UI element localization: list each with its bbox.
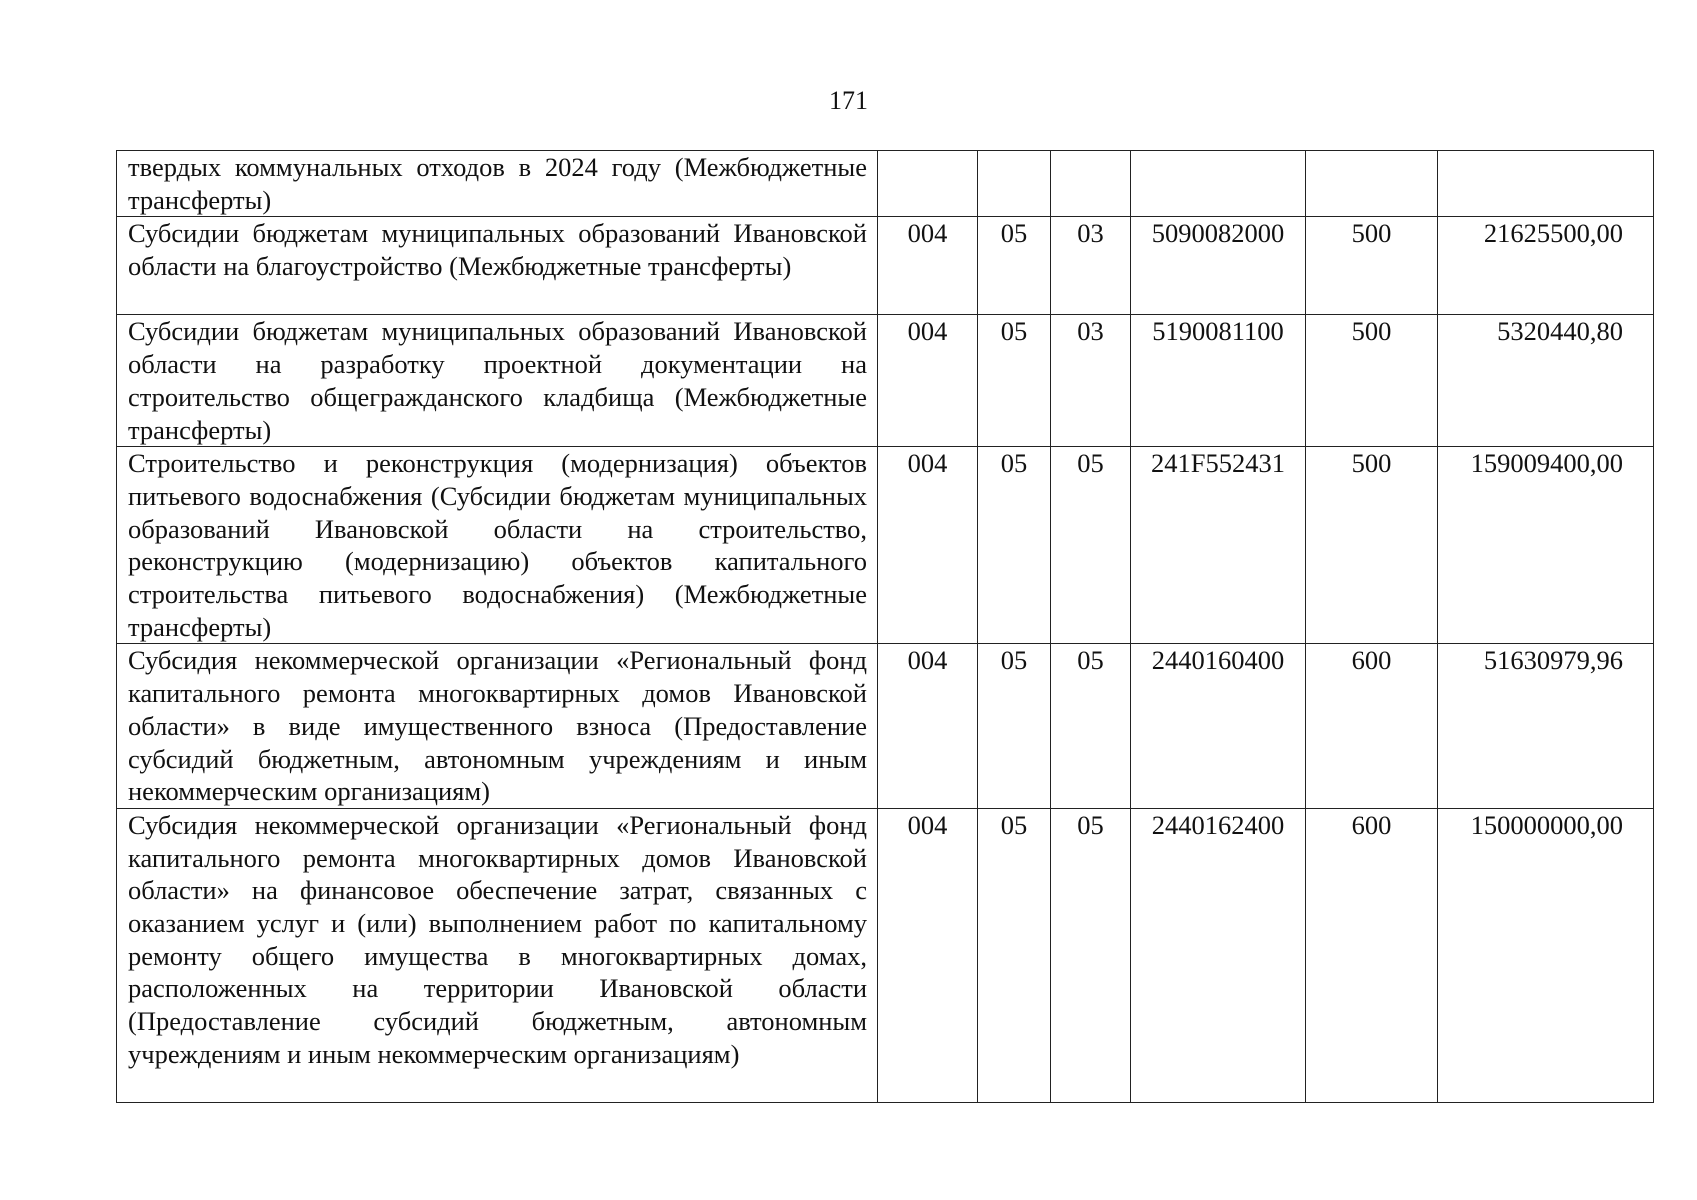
expense-type-code: 600 — [1306, 808, 1438, 1102]
row-description: Субсидия некоммерческой организации «Региональный фонд капитального ремонта многоквартирных домов Ивановской области» на финансовое обеспечение затрат, связанных с оказанием услуг и (или) выполнением работ по капитальному ремонту общего имущества в многоквартирных домах, расположенных на территории Ивановской области (Предоставление субсидий бюджетным, автономным учреждениям и иным некоммерческим организациям) — [117, 808, 878, 1102]
row-description: Субсидия некоммерческой организации «Региональный фонд капитального ремонта многоквартирных домов Ивановской области» в виде имущественного взноса (Предоставление субсидий бюджетным, автономным учреждениям и иным некоммерческим организациям) — [117, 644, 878, 809]
subsection-code — [1051, 151, 1131, 217]
target-article-code: 5190081100 — [1131, 315, 1306, 447]
section-code: 05 — [978, 315, 1051, 447]
row-description: Субсидии бюджетам муниципальных образований Ивановской области на благоустройство (Межбюджетные трансферты) — [117, 217, 878, 315]
ministry-code: 004 — [878, 808, 978, 1102]
ministry-code: 004 — [878, 217, 978, 315]
section-code: 05 — [978, 217, 1051, 315]
ministry-code: 004 — [878, 315, 978, 447]
table-row — [117, 808, 1654, 1102]
table-row — [117, 217, 1654, 315]
section-code: 05 — [978, 808, 1051, 1102]
row-description: Субсидии бюджетам муниципальных образований Ивановской области на разработку проектной документации на строительство общегражданского кладбища (Межбюджетные трансферты) — [117, 315, 878, 447]
section-code: 05 — [978, 644, 1051, 809]
expense-type-code: 600 — [1306, 644, 1438, 809]
target-article-code: 2440160400 — [1131, 644, 1306, 809]
expense-type-code — [1306, 151, 1438, 217]
subsection-code: 03 — [1051, 315, 1131, 447]
row-description: Строительство и реконструкция (модернизация) объектов питьевого водоснабжения (Субсидии бюджетам муниципальных образований Ивановской области на строительство, реконструкцию (модернизацию) объектов капитального строительства питьевого водоснабжения) (Межбюджетные трансферты) — [117, 447, 878, 644]
target-article-code: 5090082000 — [1131, 217, 1306, 315]
expense-type-code: 500 — [1306, 447, 1438, 644]
amount-value: 51630979,96 — [1438, 644, 1654, 809]
table-row — [117, 447, 1654, 644]
target-article-code: 241F552431 — [1131, 447, 1306, 644]
amount-value: 5320440,80 — [1438, 315, 1654, 447]
amount-value — [1438, 151, 1654, 217]
table-row — [117, 315, 1654, 447]
subsection-code: 05 — [1051, 447, 1131, 644]
section-code — [978, 151, 1051, 217]
expense-type-code: 500 — [1306, 315, 1438, 447]
subsection-code: 03 — [1051, 217, 1131, 315]
table-row — [117, 151, 1654, 217]
subsection-code: 05 — [1051, 808, 1131, 1102]
ministry-code: 004 — [878, 644, 978, 809]
expense-type-code: 500 — [1306, 217, 1438, 315]
ministry-code — [878, 151, 978, 217]
amount-value: 21625500,00 — [1438, 217, 1654, 315]
ministry-code: 004 — [878, 447, 978, 644]
amount-value: 150000000,00 — [1438, 808, 1654, 1102]
target-article-code — [1131, 151, 1306, 217]
section-code: 05 — [978, 447, 1051, 644]
table-row — [117, 644, 1654, 809]
page-number: 171 — [829, 86, 868, 115]
budget-table — [116, 150, 1654, 1103]
subsection-code: 05 — [1051, 644, 1131, 809]
target-article-code: 2440162400 — [1131, 808, 1306, 1102]
row-description: твердых коммунальных отходов в 2024 году (Межбюджетные трансферты) — [117, 151, 878, 217]
amount-value: 159009400,00 — [1438, 447, 1654, 644]
